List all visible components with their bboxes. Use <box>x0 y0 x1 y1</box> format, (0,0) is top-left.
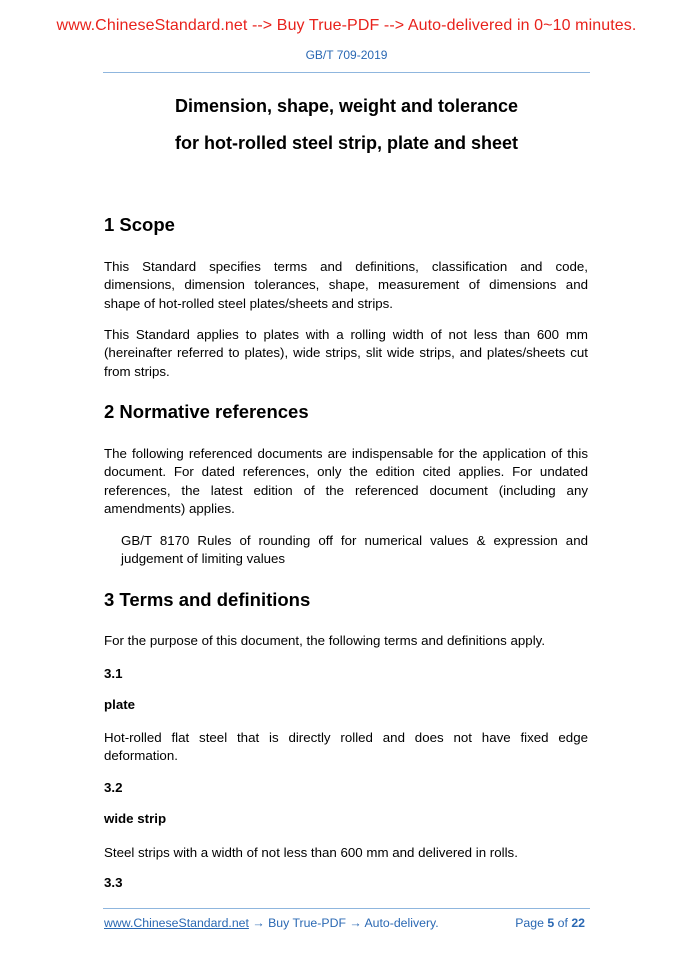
standard-number: GB/T 709-2019 <box>305 48 388 62</box>
scope-paragraph-1: This Standard specifies terms and definitions, classification and code, dimensions, dimension tolerances, shape, measurement of dimensions and shape of hot-rolled steel plates/sheets and strips. <box>104 259 588 311</box>
term-number: 3.1 <box>104 666 123 681</box>
term-definition: Steel strips with a width of not less than 600 mm and delivered in rolls. <box>104 845 518 860</box>
term-number: 3.2 <box>104 780 123 795</box>
footer-delivery-text: Auto-delivery. <box>364 916 439 930</box>
term-number: 3.3 <box>104 875 123 890</box>
document-title-line1: Dimension, shape, weight and tolerance <box>174 96 519 116</box>
section-heading-terms: 3 Terms and definitions <box>104 589 311 610</box>
document-title-line2: for hot-rolled steel strip, plate and sheet <box>174 133 519 153</box>
normative-paragraph: The following referenced documents are indispensable for the application of this document. For dated references, only the edition cited applies. For undated references, the latest edition of the referenced document (including any amendments) applies. <box>104 446 588 516</box>
footer-site-link[interactable]: www.ChineseStandard.net <box>104 916 249 930</box>
top-banner[interactable]: www.ChineseStandard.net --> Buy True-PDF --> Auto-delivered in 0~10 minutes. <box>56 17 637 34</box>
page-total: 22 <box>571 916 585 930</box>
arrow-right-icon: → <box>349 916 362 930</box>
footer-links <box>104 916 439 930</box>
terms-intro: For the purpose of this document, the following terms and definitions apply. <box>104 633 546 648</box>
scope-paragraph-2: This Standard applies to plates with a rolling width of not less than 600 mm (hereinafter referred to plates), wide strips, slit wide strips, and plates/sheets cut from strips. <box>104 327 588 379</box>
footer-buy-text: Buy True-PDF <box>268 916 346 930</box>
of-word: of <box>557 916 568 930</box>
page-word: Page <box>515 916 544 930</box>
term-name: plate <box>104 697 136 712</box>
term-definition: Hot-rolled flat steel that is directly rolled and does not have fixed edge deformation. <box>104 730 588 764</box>
section-heading-scope: 1 Scope <box>104 214 175 235</box>
header-divider <box>103 72 590 73</box>
page-indicator <box>515 916 585 930</box>
page-current: 5 <box>547 916 555 930</box>
arrow-right-icon: → <box>252 916 265 930</box>
normative-reference-item: GB/T 8170 Rules of rounding off for numerical values & expression and judgement of limiting values <box>121 533 588 567</box>
footer-divider <box>103 908 590 909</box>
section-heading-normative-references: 2 Normative references <box>104 401 309 422</box>
term-name: wide strip <box>104 811 167 826</box>
